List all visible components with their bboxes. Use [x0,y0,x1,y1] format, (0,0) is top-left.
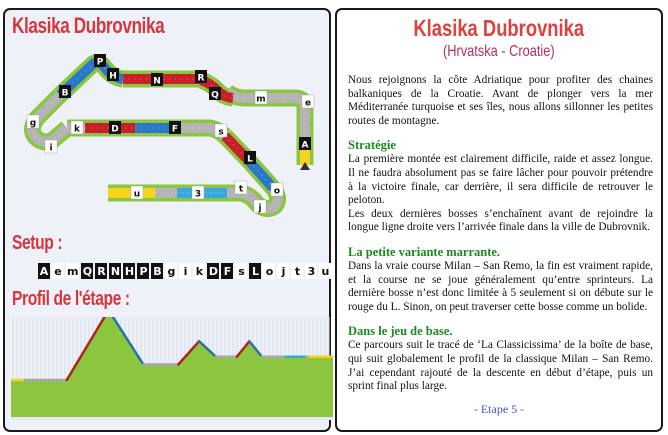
setup-token: e [52,263,64,279]
description-body [348,74,653,394]
track-label-text: m [256,94,266,105]
track-label [109,121,121,135]
track-label [59,85,71,99]
section-paragraph: Ce parcours suit le tracé de ‘La Classicissima’ de la boîte de base, qui suit globalement le profil de la classique Milan – San Remo. J’ai cependant rajouté de la descente en début d’étape, puis un sprint final plus large. [348,339,653,393]
track-label [71,121,83,135]
track-label [195,70,207,84]
track-map [5,40,333,230]
setup-token: u [319,263,331,279]
track-label-text: D [111,124,119,135]
setup-token: R [97,264,106,278]
setup-token: Q [82,264,93,278]
stage-profile [11,317,333,423]
setup-token: H [124,264,135,278]
section-paragraph: La première montée est clairement difficile, raide et assez longue. Il ne faudra absolument pas se faire lâcher pour pouvoir prétendre à la victoire finale, car derrière, il sera difficile de retrouver le peloton. [348,153,653,207]
description-subtitle: (Hrvatska - Croatie) [443,43,555,60]
setup-token: D [208,264,219,278]
track-label [27,115,39,129]
setup-token: L [249,263,261,279]
description-panel [335,8,663,432]
setup-token: i [179,263,191,279]
track-label [254,200,266,214]
setup-token: m [67,264,79,278]
track-label [192,186,204,200]
track-label [131,186,143,200]
track-label-text: R [197,73,205,84]
track-label-text: N [153,76,161,87]
section-paragraph: Dans la vraie course Milan – San Remo, la fin est vraiment rapide, et la course ne se joue généralement qu’entre sprinteurs. La dernière bosse n’est donc limitée à 5 seulement si on débute sur le rouge du L. Sinon, on peut traverser cette bosse comme un bolide. [348,259,653,313]
section-paragraph: Les deux dernières bosses s’enchaînent avant de rejoindre la longue ligne droite vers l’arrivée finale dans la ville de Dubrovnik. [348,207,653,234]
track-label [45,140,57,154]
track-label [94,54,106,68]
track-label [215,124,227,138]
track-label [151,73,163,87]
setup-token: P [139,264,148,278]
track-label-text: j [258,203,262,214]
track-label-text: 3 [194,189,202,200]
track-label [209,87,221,101]
setup-token: t [291,263,303,279]
setup-token: B [153,264,162,278]
setup-token: g [165,263,177,279]
setup-token: o [263,263,275,279]
track-label [235,181,247,195]
track-label [299,137,311,151]
stage-title: Klasika Dubrovnika [12,13,165,38]
track-label-text: L [247,154,253,165]
track-label-text: i [49,143,53,154]
track-label-text: e [304,98,312,109]
track-label-text: P [96,57,104,68]
track-label-text: t [238,184,244,195]
setup-sequence [38,263,331,279]
setup-token: A [39,264,49,278]
track-label [244,151,256,165]
stage-number-footer: - Etape 5 - [473,402,525,416]
track-label-text: B [61,88,69,99]
intro-paragraph: Nous rejoignons la côte Adriatique pour profiter des chaines balkaniques de la Croatie. Avant de plonger vers la mer Méditerranée turquoise et ses îles, nous allons sillonner les petites routes de montagne. [348,74,653,127]
setup-token: j [277,263,289,279]
track-label-text: Q [211,90,219,101]
description-subtitle-wrap [337,43,661,61]
track-label [169,121,181,135]
track-panel [3,8,331,432]
track-label-text: F [171,124,179,135]
section-heading-base-game: Dans le jeu de base. [348,324,453,339]
track-label-text: k [74,124,80,135]
setup-token: F [221,263,233,279]
track-label [302,95,314,109]
track-label-text: A [301,140,309,151]
setup-token: N [110,264,121,278]
section-heading-variant: La petite variante marrante. [348,244,501,259]
track-label-text: s [218,127,224,138]
profile-heading: Profil de l'étape : [12,288,130,310]
track-label-text: u [133,189,141,200]
setup-token: k [193,263,205,279]
description-title-wrap [337,15,661,42]
setup-token: s [235,263,247,279]
track-label [107,68,119,82]
profile-baseline [11,417,333,420]
setup-heading: Setup : [12,232,63,254]
description-title: Klasika Dubrovnika [413,15,585,41]
track-label-text: o [273,186,281,197]
track-label-text: g [29,118,37,129]
track-label [255,91,267,105]
track-label-text: H [109,71,117,82]
setup-token: 3 [305,263,317,279]
section-heading-strategy: Stratégie [348,138,396,153]
track-label [271,183,283,197]
